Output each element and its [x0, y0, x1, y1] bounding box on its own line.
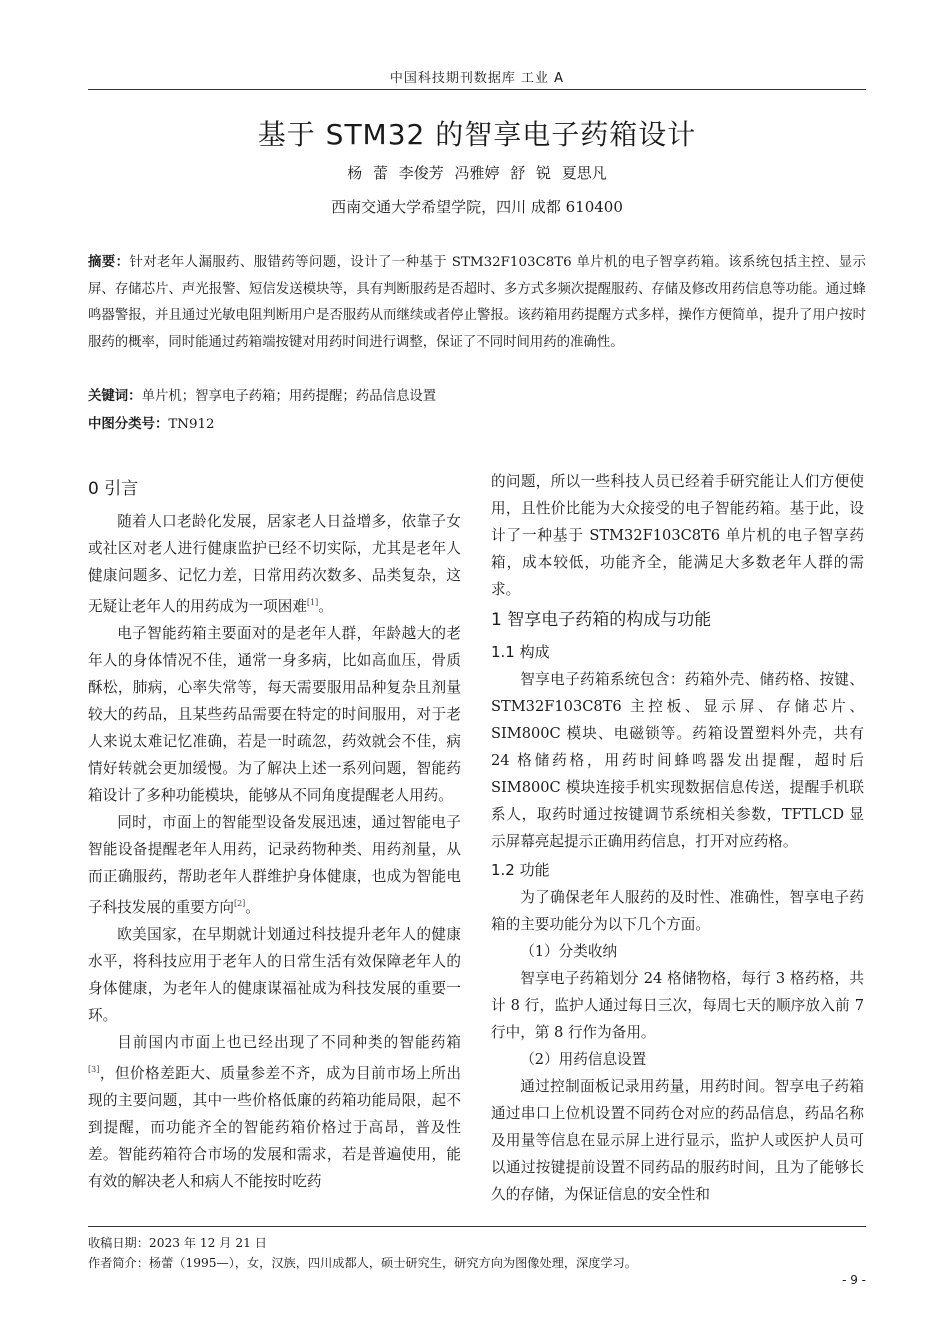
section-heading-introduction: 0 引言	[88, 479, 139, 499]
keywords	[88, 385, 436, 404]
list-item-heading: （2）用药信息设置	[520, 1051, 647, 1068]
body-column-right	[491, 468, 864, 1208]
keywords-text: 单片机；智享电子药箱；用药提醒；药品信息设置	[141, 389, 437, 404]
paragraph: 为了确保老年人服药的及时性、准确性，智享电子药箱的主要功能分为以下几个方面。	[491, 889, 864, 933]
running-head: 中国科技期刊数据库 工业 A	[389, 71, 565, 86]
paragraph: 同时，市面上的智能型设备发展迅速，通过智能电子智能设备提醒老年人用药，记录药物种类、用药剂量，从而正确服药，帮助老年人群维护身体健康，也成为智能电子科技发展的重要方向[2]。	[88, 814, 461, 916]
abstract-text: 针对老年人漏服药、服错药等问题，设计了一种基于 STM32F103C8T6 单片机的电子智享药箱。该系统包括主控、显示屏、存储芯片、声光报警、短信发送模块等，具有判断服药是否超时、多方式多频次提醒服药、存储及修改用药信息等功能。通过蜂鸣器警报，并且通过光敏电阻判断用户是否服药从而继续或者停止警报。该药箱用药提醒方式多样，操作方便简单，提升了用户按时服药的概率，同时能通过药箱端按键对用药时间进行调整，保证了不同时间用药的准确性。	[88, 255, 866, 350]
footnote-rule	[88, 1226, 866, 1227]
section-heading-1: 1 智享电子药箱的构成与功能	[491, 610, 712, 630]
paragraph: 目前国内市面上也已经出现了不同种类的智能药箱[3]，但价格差距大、质量参差不齐，成为目前市场上所出现的主要问题，其中一些价格低廉的药箱功能局限，起不到提醒，而功能齐全的智能药箱价格过于高昂，普及性差。智能药箱符合市场的发展和需求，若是普遍使用，能有效的解决老人和病人不能按时吃药	[88, 1034, 461, 1190]
classification-number	[88, 413, 215, 432]
paragraph: 随着人口老龄化发展，居家老人日益增多，依靠子女或社区对老人进行健康监护已经不切实际，尤其是老年人健康问题多、记忆力差，日常用药次数多、品类复杂，这无疑让老年人的用药成为一项困难[1]。	[88, 513, 461, 615]
paragraph: 电子智能药箱主要面对的是老年人群，年龄越大的老年人的身体情况不佳，通常一身多病，比如高血压，骨质酥松，肺病，心率失常等，每天需要服用品种复杂且剂量较大的药品，且某些药品需要在特定的时间服用，对于老人来说太难记忆准确，若是一时疏忽，药效就会不佳，病情好转就会更加缓慢。为了解决上述一系列问题，智能药箱设计了多种功能模块，能够从不同角度提醒老人用药。	[88, 625, 461, 804]
article-title: 基于 STM32 的智享电子药箱设计	[257, 118, 697, 151]
paragraph: 智享电子药箱系统包含：药箱外壳、储药格、按键、STM32F103C8T6 主控板、显示屏、存储芯片、SIM800C 模块、电磁锁等。药箱设置塑料外壳，共有 24 格储药格，用药时间蜂鸣器发出提醒，超时后 SIM800C 模块连接手机实现数据信息传送，提醒手机联系人，取药时通过按键调节系统相关参数，TFTLCD 显示屏幕亮起提示正确用药信息，打开对应药格。	[491, 671, 864, 850]
classification-text: TN912	[168, 417, 215, 432]
subsection-heading-1-1: 1.1 构成	[491, 643, 550, 661]
received-date: 收稿日期：2023 年 12 月 21 日	[88, 1236, 267, 1250]
author-list: 杨 蕾 李俊芳 冯雅婷 舒 锐 夏思凡	[347, 164, 607, 182]
paragraph: 通过控制面板记录用药量，用药时间。智享电子药箱通过串口上位机设置不同药仓对应的药品信息，药品名称及用量等信息在显示屏上进行显示，监护人或医护人员可以通过按键提前设置不同药品的服药时间，且为了能够长久的存储，为保证信息的安全性和	[491, 1078, 864, 1203]
abstract-label: 摘要：	[88, 255, 130, 270]
citation-ref: [3]	[88, 1065, 100, 1074]
author-biography: 作者简介：杨蕾（1995—），女，汉族，四川成都人，硕士研究生，研究方向为图像处理，深度学习。	[88, 1256, 637, 1270]
subsection-heading-1-2: 1.2 功能	[491, 861, 550, 879]
body-column-left	[88, 468, 461, 1195]
paragraph: 欧美国家，在早期就计划通过科技提升老年人的健康水平，将科技应用于老年人的日常生活有效保障老年人的身体健康，为老年人的健康谋福祉成为科技发展的重要一环。	[88, 926, 461, 1024]
citation-ref: [1]	[306, 598, 319, 607]
citation-ref: [2]	[233, 899, 246, 908]
list-item-heading: （1）分类收纳	[520, 943, 618, 960]
abstract	[88, 250, 866, 356]
keywords-label: 关键词：	[88, 389, 142, 404]
paragraph: 智享电子药箱划分 24 格储物格，每行 3 格药格，共计 8 行，监护人通过每日三次，每周七天的顺序放入前 7 行中，第 8 行作为备用。	[491, 970, 864, 1041]
classification-label: 中图分类号：	[88, 417, 169, 432]
paragraph: 的问题，所以一些科技人员已经着手研究能让人们方便使用，且性价比能为大众接受的电子智能药箱。基于此，设计了一种基于 STM32F103C8T6 单片机的电子智享药箱，成本较低，功能齐全，能满足大多数老年人群的需求。	[491, 473, 864, 598]
affiliation: 西南交通大学希望学院，四川 成都 610400	[331, 198, 623, 216]
header-rule	[88, 89, 866, 90]
page-number: - 9 -	[842, 1273, 866, 1287]
